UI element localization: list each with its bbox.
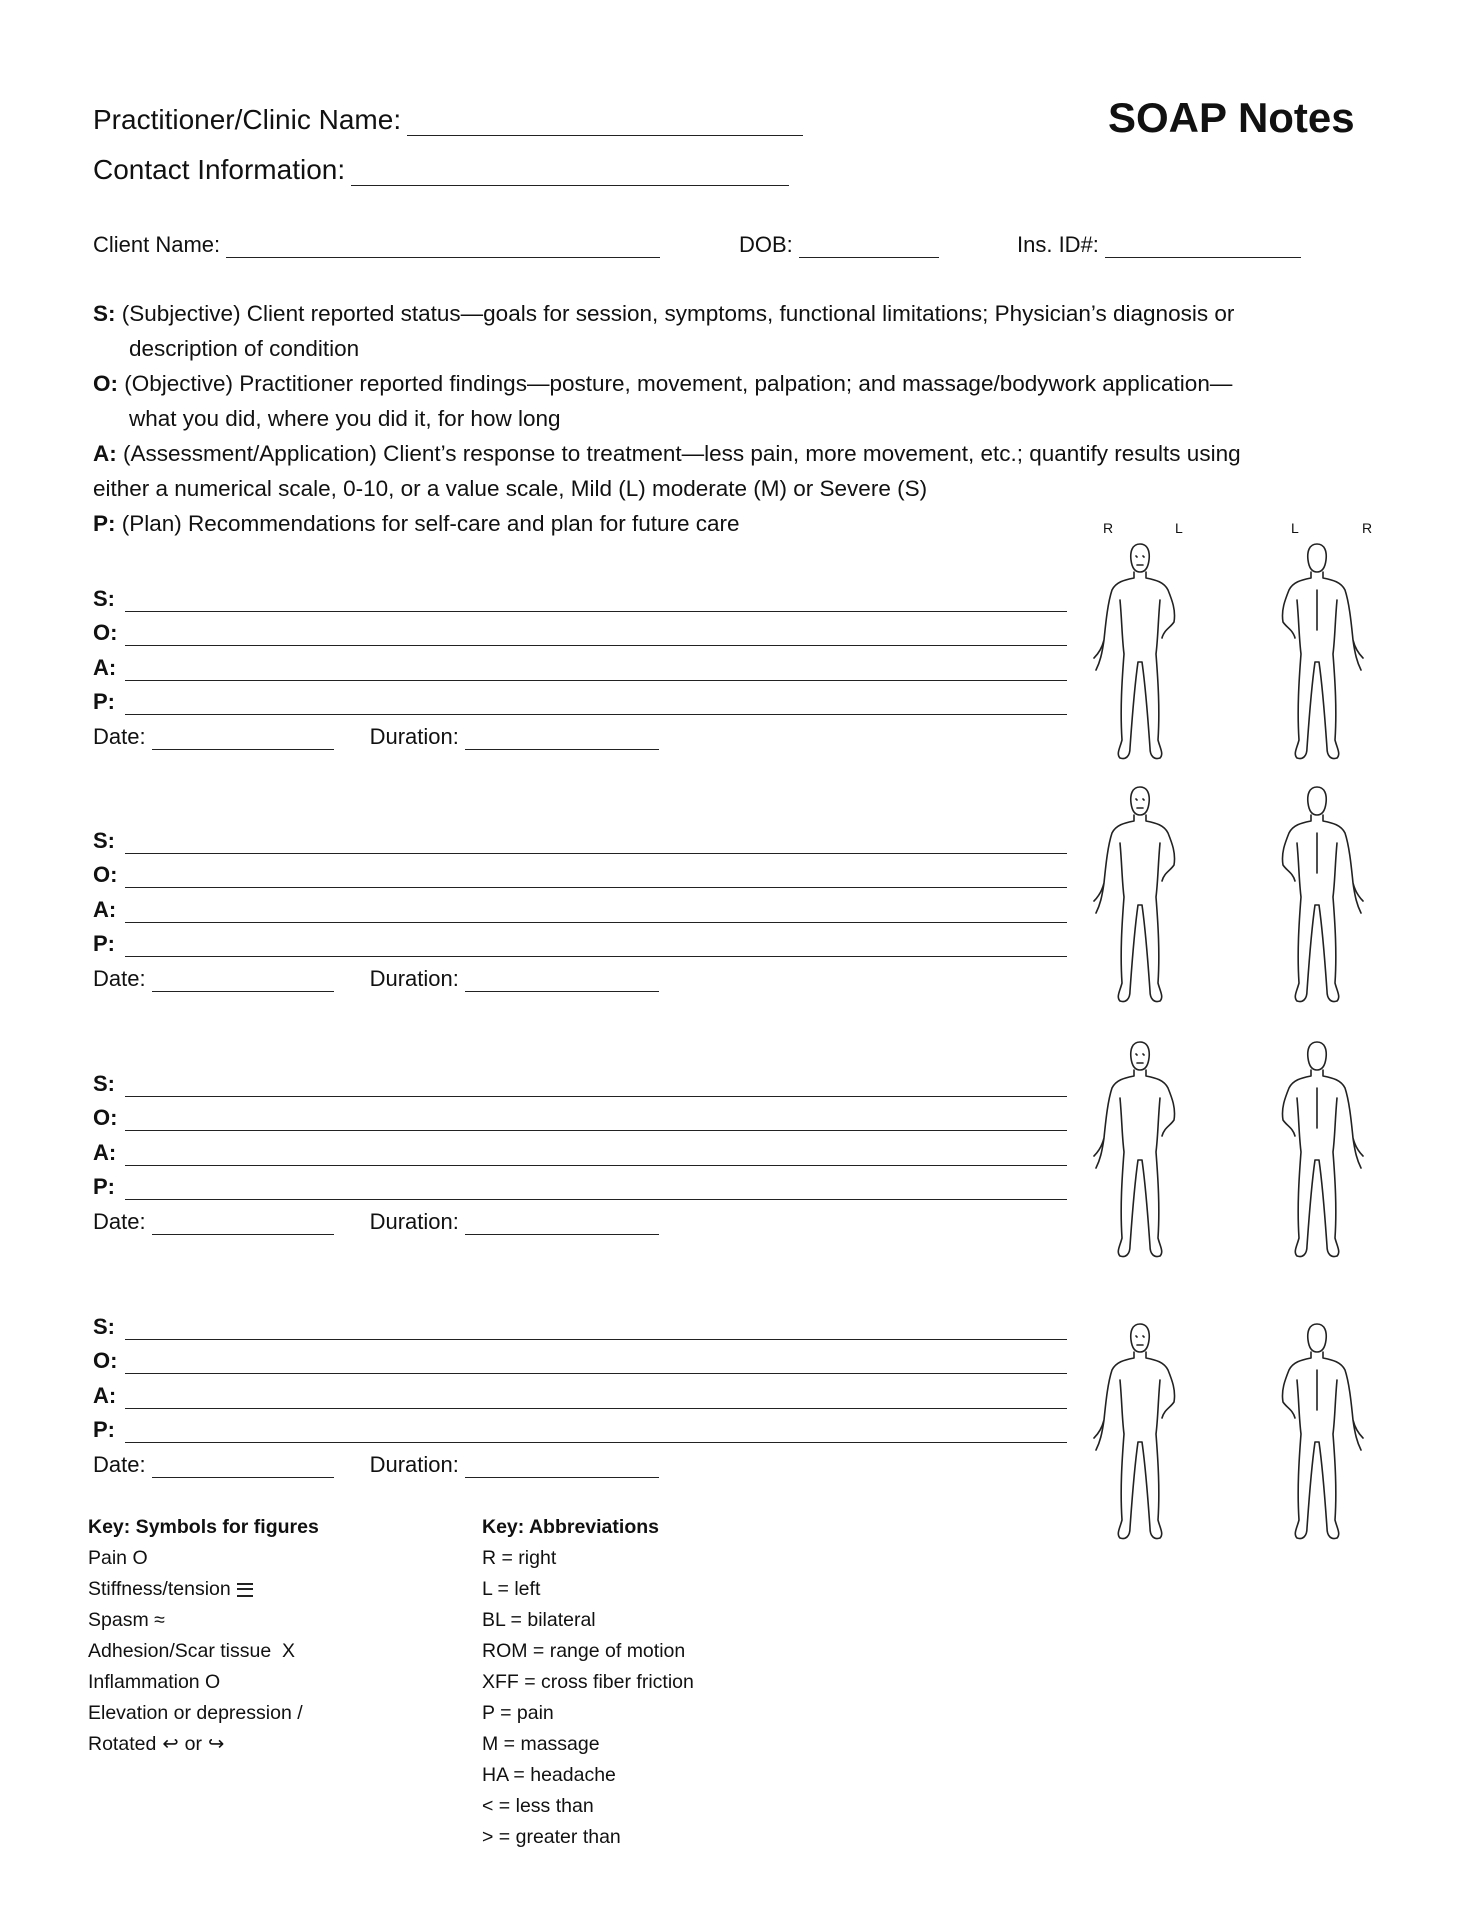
entry-label-p: P:	[93, 1417, 115, 1442]
entry-input-line-o[interactable]	[125, 623, 1067, 646]
abbrev-item: XFF = cross fiber friction	[482, 1671, 694, 1693]
entry-row-p	[93, 1409, 1067, 1444]
entry-input-line-s[interactable]	[125, 589, 1067, 612]
date-input-line[interactable]	[152, 969, 334, 992]
entry-label-s: S:	[93, 1070, 115, 1096]
legend-a-cont: either a numerical scale, 0-10, or a value scale, Mild (L) moderate (M) or Severe (S)	[93, 476, 928, 501]
entry-input-line-a[interactable]	[125, 658, 1067, 681]
body-back-figure[interactable]	[1262, 773, 1372, 1013]
entry-input-line-o[interactable]	[125, 865, 1067, 888]
entry-row-date	[93, 1443, 1067, 1478]
contact-input-line[interactable]	[351, 159, 789, 186]
body-outline	[1282, 544, 1363, 759]
entry-input-line-s[interactable]	[125, 1317, 1067, 1340]
entry-row-a	[93, 888, 1067, 923]
entry-row-date	[93, 715, 1067, 750]
legend-s-cont: description of condition	[129, 336, 360, 361]
body-front-figure[interactable]	[1085, 530, 1195, 770]
entry-row-p	[93, 681, 1067, 716]
legend-s: S: (Subjective) Client reported status—goals for session, symptoms, functional limitations; Physician’s diagnosis or	[93, 301, 1235, 326]
face-details	[1136, 1054, 1144, 1063]
soap-entry-block	[93, 577, 1067, 750]
entry-row-date	[93, 957, 1067, 992]
face-details	[1136, 799, 1144, 808]
entry-label-o: O:	[93, 1348, 118, 1373]
dob-label: DOB:	[739, 232, 793, 257]
body-front-figure[interactable]	[1085, 1310, 1195, 1550]
key-symbols-title: Key: Symbols for figures	[88, 1516, 319, 1538]
key-pain: Pain O	[88, 1547, 148, 1569]
body-front-figure[interactable]	[1085, 1028, 1195, 1268]
abbrev-item: L = left	[482, 1578, 541, 1600]
dob-input-line[interactable]	[799, 237, 939, 258]
entry-row-o	[93, 1097, 1067, 1132]
key-abbrev-title: Key: Abbreviations	[482, 1516, 659, 1538]
entry-label-p: P:	[93, 1174, 115, 1199]
entry-input-line-o[interactable]	[125, 1351, 1067, 1374]
entry-input-line-a[interactable]	[125, 900, 1067, 923]
entry-row-o	[93, 854, 1067, 889]
key-adhesion: Adhesion/Scar tissue X	[88, 1640, 296, 1662]
client-name-input-line[interactable]	[226, 237, 660, 258]
practitioner-input-line[interactable]	[407, 109, 803, 136]
entry-input-line-p[interactable]	[125, 692, 1067, 715]
entry-label-s: S:	[93, 827, 115, 853]
soap-legend	[93, 296, 1293, 541]
entry-label-a: A:	[93, 896, 117, 922]
entry-row-s	[93, 1305, 1067, 1340]
entry-label-a: A:	[93, 1382, 117, 1408]
duration-label: Duration:	[369, 1451, 459, 1477]
ins-id-field	[1017, 232, 1301, 258]
soap-entry-block	[93, 1305, 1067, 1478]
entry-row-a	[93, 1131, 1067, 1166]
entry-input-line-p[interactable]	[125, 934, 1067, 957]
key-abbreviations	[482, 1512, 694, 1853]
legend-p: P: (Plan) Recommendations for self-care and plan for future care	[93, 511, 740, 536]
date-input-line[interactable]	[152, 1212, 334, 1235]
abbrev-item: HA = headache	[482, 1764, 616, 1786]
entry-input-line-s[interactable]	[125, 1074, 1067, 1097]
client-name-label: Client Name:	[93, 232, 221, 257]
key-symbols	[88, 1512, 319, 1760]
body-outline	[1094, 544, 1175, 759]
entry-row-date	[93, 1200, 1067, 1235]
practitioner-field	[93, 104, 803, 136]
entry-label-s: S:	[93, 585, 115, 611]
entry-input-line-a[interactable]	[125, 1386, 1067, 1409]
body-outline	[1094, 1042, 1175, 1257]
entry-row-s	[93, 577, 1067, 612]
date-input-line[interactable]	[152, 727, 334, 750]
body-back-figure[interactable]	[1262, 1028, 1372, 1268]
date-label: Date:	[93, 1451, 146, 1477]
client-name-field	[93, 232, 660, 258]
practitioner-label: Practitioner/Clinic Name:	[93, 104, 402, 135]
key-stiffness: Stiffness/tension	[88, 1574, 319, 1605]
rotate-right-icon: ↪	[208, 1733, 225, 1755]
duration-label: Duration:	[369, 723, 459, 749]
entry-row-a	[93, 1374, 1067, 1409]
entry-input-line-o[interactable]	[125, 1108, 1067, 1131]
entry-label-a: A:	[93, 1139, 117, 1165]
body-back-figure[interactable]	[1262, 530, 1372, 770]
entry-label-p: P:	[93, 931, 115, 956]
date-input-line[interactable]	[152, 1455, 334, 1478]
entry-label-o: O:	[93, 862, 118, 887]
body-outline	[1282, 787, 1363, 1002]
back-left-label: L	[1291, 520, 1299, 536]
soap-entry-block	[93, 1062, 1067, 1235]
entry-row-o	[93, 1340, 1067, 1375]
date-label: Date:	[93, 965, 146, 991]
abbrev-item: P = pain	[482, 1702, 554, 1724]
duration-label: Duration:	[369, 965, 459, 991]
face-details	[1136, 556, 1144, 565]
entry-label-a: A:	[93, 654, 117, 680]
entry-row-s	[93, 819, 1067, 854]
entry-row-o	[93, 612, 1067, 647]
back-right-label: R	[1362, 520, 1373, 536]
duration-input-line[interactable]	[465, 969, 659, 992]
entry-label-o: O:	[93, 1105, 118, 1130]
entry-input-line-p[interactable]	[125, 1420, 1067, 1443]
abbrev-item: M = massage	[482, 1733, 600, 1755]
body-back-figure[interactable]	[1262, 1310, 1372, 1550]
entry-input-line-p[interactable]	[125, 1177, 1067, 1200]
duration-input-line[interactable]	[465, 727, 659, 750]
legend-a: A: (Assessment/Application) Client’s response to treatment—less pain, more movement, etc.; quantify results using	[93, 441, 1241, 466]
abbrev-item: ROM = range of motion	[482, 1640, 686, 1662]
body-outline	[1282, 1042, 1363, 1257]
entry-row-s	[93, 1062, 1067, 1097]
body-outline	[1094, 787, 1175, 1002]
duration-input-line[interactable]	[465, 1455, 659, 1478]
front-left-label: L	[1175, 520, 1183, 536]
dob-field	[739, 232, 939, 258]
rotate-left-icon: ↩	[162, 1733, 179, 1755]
abbrev-item: > = greater than	[482, 1826, 621, 1848]
ins-id-label: Ins. ID#:	[1017, 232, 1099, 257]
entry-input-line-a[interactable]	[125, 1143, 1067, 1166]
contact-label: Contact Information:	[93, 154, 346, 185]
entry-row-p	[93, 923, 1067, 958]
ins-id-input-line[interactable]	[1105, 237, 1301, 258]
entry-label-o: O:	[93, 620, 118, 645]
soap-entry-block	[93, 819, 1067, 992]
body-outline	[1094, 1324, 1175, 1539]
page-title: SOAP Notes	[1108, 94, 1355, 141]
key-elevation: Elevation or depression /	[88, 1702, 303, 1724]
abbrev-item: R = right	[482, 1547, 557, 1569]
duration-label: Duration:	[369, 1208, 459, 1234]
key-spasm: Spasm ≈	[88, 1609, 165, 1631]
entry-label-p: P:	[93, 689, 115, 714]
entry-row-p	[93, 1166, 1067, 1201]
contact-field	[93, 154, 789, 186]
front-right-label: R	[1103, 520, 1114, 536]
entry-row-a	[93, 646, 1067, 681]
key-rotated: Rotated ↩ or ↪	[88, 1729, 319, 1760]
date-label: Date:	[93, 723, 146, 749]
face-details	[1136, 1336, 1144, 1345]
body-outline	[1282, 1324, 1363, 1539]
abbrev-item: < = less than	[482, 1795, 594, 1817]
entry-input-line-s[interactable]	[125, 831, 1067, 854]
abbrev-item: BL = bilateral	[482, 1609, 596, 1631]
duration-input-line[interactable]	[465, 1212, 659, 1235]
body-front-figure[interactable]	[1085, 773, 1195, 1013]
date-label: Date:	[93, 1208, 146, 1234]
legend-o: O: (Objective) Practitioner reported findings—posture, movement, palpation; and massage/bodywork application—	[93, 371, 1233, 396]
entry-label-s: S:	[93, 1313, 115, 1339]
key-inflammation: Inflammation O	[88, 1671, 221, 1693]
legend-o-cont: what you did, where you did it, for how long	[129, 406, 561, 431]
stiffness-icon	[237, 1583, 253, 1597]
